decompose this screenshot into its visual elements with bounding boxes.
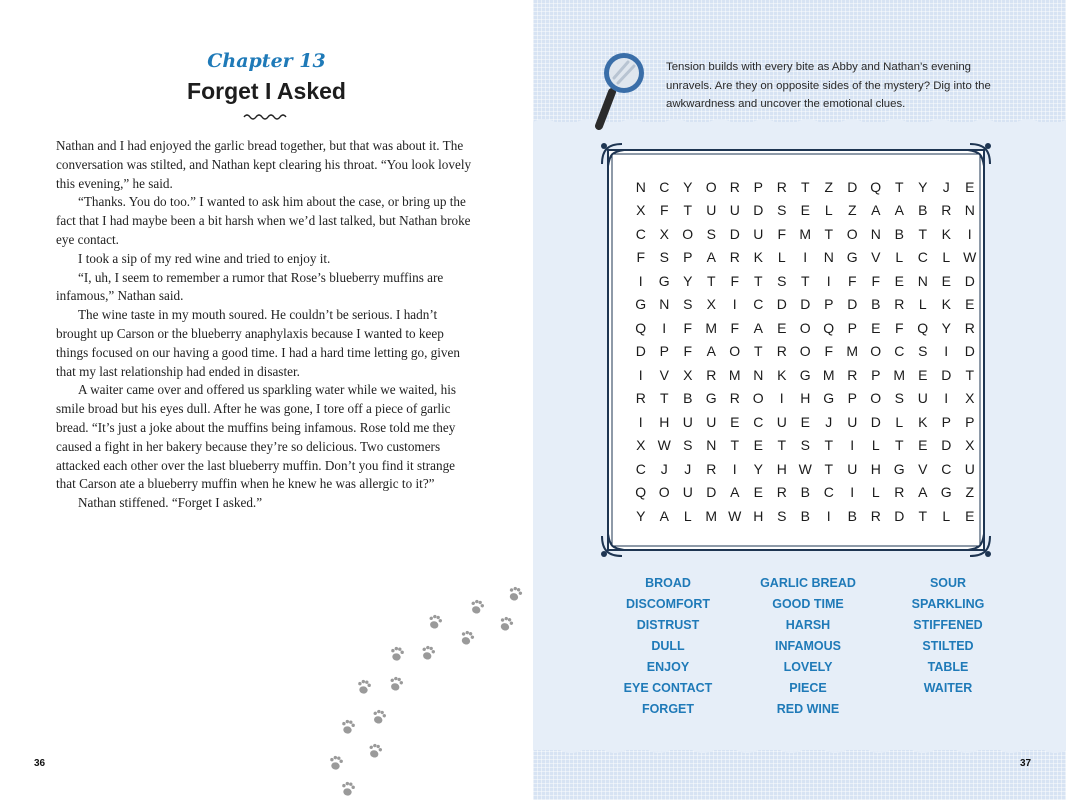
grid-letter: Y <box>753 460 763 477</box>
grid-letter: K <box>777 366 787 383</box>
grid-letter: E <box>965 178 975 195</box>
grid-letter: F <box>847 272 857 289</box>
grid-letter: A <box>918 484 928 501</box>
grid-letter: F <box>730 319 740 336</box>
grid-letter: H <box>800 390 811 407</box>
grid-letter: T <box>730 437 740 454</box>
grid-letter: M <box>893 366 906 383</box>
grid-letter: M <box>728 366 741 383</box>
grid-letter: N <box>823 249 834 266</box>
grid-letter: F <box>636 249 646 266</box>
grid-letter: U <box>847 413 858 430</box>
word-item: SOUR <box>929 576 967 590</box>
word-item: RED WINE <box>776 702 840 716</box>
grid-letter: U <box>682 484 693 501</box>
grid-letter: R <box>870 507 881 524</box>
grid-letter: D <box>941 366 952 383</box>
grid-letter: D <box>870 413 881 430</box>
word-item: TABLE <box>927 660 969 674</box>
grid-letter: A <box>871 202 881 219</box>
grid-letter: G <box>893 460 905 477</box>
grid-letter: C <box>635 225 646 242</box>
grid-letter: F <box>730 272 740 289</box>
grid-letter: C <box>894 343 905 360</box>
grid-letter: E <box>871 319 881 336</box>
grid-letter: E <box>918 366 928 383</box>
grid-letter: N <box>964 202 975 219</box>
grid-letter: D <box>635 343 646 360</box>
grid-letter: Q <box>870 178 882 195</box>
page-number-left: 36 <box>34 758 46 769</box>
grid-letter: F <box>659 202 669 219</box>
grid-letter: D <box>776 296 787 313</box>
grid-letter: M <box>705 319 718 336</box>
word-item: ENJOY <box>646 660 690 674</box>
grid-letter: D <box>753 202 764 219</box>
grid-letter: S <box>683 296 693 313</box>
grid-letter: W <box>728 507 742 524</box>
grid-letter: Z <box>824 178 834 195</box>
grid-letter: A <box>894 202 904 219</box>
grid-letter: G <box>635 296 647 313</box>
grid-letter: A <box>706 249 716 266</box>
story-paragraph: A waiter came over and offered us sparkling water while we waited, his smile broad but his eyes dull. After he was gone, I tore off a piece of garlic bread. “It’s just a joke about the muffins being infamous. Rose told me they caused a fight in her bakery because they’re so delicious. Two customers attacked each other over the last blueberry muffin. Don’t you find it strange that Carson ate a blueberry muffin when he knew he was allergic to it?” <box>56 382 457 492</box>
grid-letter: I <box>732 460 737 477</box>
grid-letter: E <box>800 413 810 430</box>
grid-letter: I <box>638 413 643 430</box>
grid-letter: O <box>682 225 694 242</box>
grid-letter: G <box>705 390 717 407</box>
grid-letter: P <box>683 249 693 266</box>
grid-letter: Y <box>636 507 646 524</box>
grid-letter: E <box>918 437 928 454</box>
grid-letter: X <box>636 437 646 454</box>
grid-letter: P <box>847 319 857 336</box>
grid-letter: O <box>658 484 670 501</box>
grid-letter: R <box>729 178 740 195</box>
grid-letter: Q <box>635 319 647 336</box>
grid-letter: D <box>941 437 952 454</box>
grid-letter: P <box>659 343 669 360</box>
grid-letter: K <box>941 225 951 242</box>
grid-letter: A <box>730 484 740 501</box>
grid-letter: N <box>870 225 881 242</box>
grid-letter: B <box>847 507 857 524</box>
word-item: STIFFENED <box>913 618 983 632</box>
grid-letter: Q <box>823 319 835 336</box>
word-item: LOVELY <box>783 660 833 674</box>
grid-letter: N <box>753 366 764 383</box>
grid-letter: I <box>662 319 667 336</box>
grid-letter: I <box>803 249 808 266</box>
story-paragraph: The wine taste in my mouth soured. He couldn’t be serious. I hadn’t brought up Carson or the blueberry anaphylaxis because I wanted to keep things focused on our having a good time. I had a hard time letting go, given that my last relationship had ended in disaster. <box>56 307 460 379</box>
grid-letter: U <box>682 413 693 430</box>
grid-letter: R <box>776 178 787 195</box>
grid-letter: U <box>917 390 928 407</box>
grid-letter: R <box>894 484 905 501</box>
grid-letter: M <box>822 366 835 383</box>
grid-letter: T <box>683 202 693 219</box>
grid-letter: Y <box>683 178 693 195</box>
grid-letter: T <box>824 225 834 242</box>
grid-letter: X <box>659 225 669 242</box>
grid-letter: N <box>635 178 646 195</box>
word-item: EYE CONTACT <box>623 681 713 695</box>
grid-letter: U <box>847 460 858 477</box>
grid-letter: V <box>918 460 928 477</box>
word-item: SPARKLING <box>911 597 985 611</box>
word-item: STILTED <box>922 639 974 653</box>
grid-letter: S <box>659 249 669 266</box>
grid-letter: P <box>847 390 857 407</box>
grid-letter: C <box>917 249 928 266</box>
grid-letter: D <box>894 507 905 524</box>
grid-letter: G <box>658 272 670 289</box>
grid-letter: U <box>964 460 975 477</box>
grid-letter: H <box>776 460 787 477</box>
grid-letter: I <box>850 484 855 501</box>
grid-letter: D <box>964 343 975 360</box>
grid-letter: S <box>918 343 928 360</box>
grid-letter: H <box>870 460 881 477</box>
grid-letter: I <box>779 390 784 407</box>
grid-letter: L <box>871 437 880 454</box>
story-paragraph: “Thanks. You do too.” I wanted to ask him about the case, or bring up the fact that I had maybe been a bit harsh when we’d last talked, but Nathan broke eye contact. <box>56 194 471 247</box>
word-search-grid <box>629 175 982 528</box>
grid-letter: X <box>965 437 975 454</box>
grid-letter: E <box>894 272 904 289</box>
grid-letter: G <box>823 390 835 407</box>
grid-letter: O <box>799 319 811 336</box>
story-paragraph: Nathan and I had enjoyed the garlic bread together, but that was about it. The conversation was stilted, and Nathan kept clearing his throat. “You look lovely this evening,” he said. <box>56 138 472 191</box>
grid-letter: E <box>965 296 975 313</box>
grid-letter: R <box>894 296 905 313</box>
grid-letter: R <box>964 319 975 336</box>
grid-letter: T <box>894 437 904 454</box>
grid-letter: L <box>942 507 951 524</box>
grid-letter: D <box>964 272 975 289</box>
word-item: FORGET <box>641 702 695 716</box>
grid-letter: N <box>917 272 928 289</box>
grid-letter: T <box>777 437 787 454</box>
grid-letter: J <box>660 460 668 477</box>
grid-letter: N <box>659 296 670 313</box>
grid-letter: I <box>638 366 643 383</box>
grid-letter: Q <box>917 319 929 336</box>
grid-letter: Q <box>635 484 647 501</box>
chapter-label: Chapter 13 <box>207 50 326 72</box>
grid-letter: I <box>826 272 831 289</box>
grid-letter: R <box>941 202 952 219</box>
grid-letter: T <box>753 343 763 360</box>
grid-letter: D <box>800 296 811 313</box>
grid-letter: A <box>659 507 669 524</box>
grid-letter: S <box>777 202 787 219</box>
grid-letter: U <box>776 413 787 430</box>
grid-letter: W <box>963 249 977 266</box>
grid-letter: F <box>683 319 693 336</box>
word-item: WAITER <box>923 681 973 695</box>
grid-letter: E <box>730 413 740 430</box>
grid-letter: P <box>753 178 763 195</box>
grid-letter: Y <box>941 319 951 336</box>
chapter-title: Forget I Asked <box>187 78 346 104</box>
grid-letter: L <box>942 249 951 266</box>
grid-letter: X <box>706 296 716 313</box>
grid-letter: E <box>965 507 975 524</box>
grid-letter: T <box>965 366 975 383</box>
grid-letter: R <box>776 343 787 360</box>
grid-letter: E <box>800 202 810 219</box>
grid-letter: T <box>824 437 834 454</box>
grid-letter: I <box>732 296 737 313</box>
grid-letter: U <box>706 413 717 430</box>
grid-letter: L <box>895 249 904 266</box>
grid-letter: L <box>895 413 904 430</box>
word-item: DISCOMFORT <box>625 597 711 611</box>
word-item: GOOD TIME <box>772 597 844 611</box>
grid-letter: I <box>944 343 949 360</box>
puzzle-intro-text: Tension builds with every bite as Abby and Nathan’s evening unravels. Are they on opposite sides of the mystery? Dig into the awkwardness and uncover the emotional clues. <box>666 61 991 110</box>
grid-letter: E <box>941 272 951 289</box>
paw-print-icon <box>300 580 533 800</box>
grid-letter: L <box>824 202 833 219</box>
grid-letter: R <box>847 366 858 383</box>
grid-letter: B <box>683 390 693 407</box>
word-item: HARSH <box>785 618 831 632</box>
grid-letter: B <box>800 507 810 524</box>
grid-letter: A <box>706 343 716 360</box>
grid-letter: R <box>776 484 787 501</box>
story-paragraph: “I, uh, I seem to remember a rumor that Rose’s blueberry muffins are infamous,” Nathan said. <box>56 269 444 304</box>
grid-letter: N <box>706 437 717 454</box>
grid-letter: R <box>729 249 740 266</box>
grid-letter: I <box>944 390 949 407</box>
grid-letter: G <box>940 484 952 501</box>
grid-letter: S <box>683 437 693 454</box>
grid-letter: C <box>823 484 834 501</box>
grid-letter: B <box>800 484 810 501</box>
grid-letter: C <box>941 460 952 477</box>
grid-letter: X <box>965 390 975 407</box>
grid-letter: P <box>965 413 975 430</box>
word-item: GARLIC BREAD <box>760 576 856 590</box>
grid-letter: F <box>777 225 787 242</box>
story-text <box>56 137 476 513</box>
grid-letter: P <box>941 413 951 430</box>
grid-letter: V <box>871 249 881 266</box>
grid-letter: C <box>753 296 764 313</box>
grid-letter: O <box>729 343 741 360</box>
grid-letter: L <box>918 296 927 313</box>
grid-letter: I <box>850 437 855 454</box>
grid-letter: H <box>753 507 764 524</box>
story-paragraph: I took a sip of my red wine and tried to enjoy it. <box>78 250 331 266</box>
grid-letter: H <box>659 413 670 430</box>
grid-letter: P <box>824 296 834 313</box>
grid-letter: Z <box>965 484 975 501</box>
grid-letter: L <box>871 484 880 501</box>
grid-letter: R <box>635 390 646 407</box>
grid-letter: C <box>753 413 764 430</box>
grid-letter: O <box>870 390 882 407</box>
grid-letter: T <box>894 178 904 195</box>
word-item: DULL <box>651 639 685 653</box>
grid-letter: X <box>683 366 693 383</box>
grid-letter: X <box>636 202 646 219</box>
word-item <box>878 702 1018 723</box>
grid-letter: K <box>753 249 763 266</box>
grid-letter: R <box>706 366 717 383</box>
grid-letter: F <box>683 343 693 360</box>
squiggle-divider-icon <box>243 113 287 121</box>
word-list <box>598 576 1018 723</box>
story-paragraph: Nathan stiffened. “Forget I asked.” <box>78 495 263 511</box>
grid-letter: T <box>706 272 716 289</box>
grid-letter: M <box>799 225 812 242</box>
grid-letter: S <box>800 437 810 454</box>
grid-letter: M <box>705 507 718 524</box>
grid-letter: J <box>684 460 692 477</box>
grid-letter: G <box>846 249 858 266</box>
grid-letter: O <box>752 390 764 407</box>
grid-letter: C <box>635 460 646 477</box>
grid-letter: W <box>798 460 812 477</box>
grid-letter: T <box>824 460 834 477</box>
grid-letter: F <box>824 343 834 360</box>
grid-letter: B <box>894 225 904 242</box>
grid-letter: F <box>871 272 881 289</box>
grid-letter: E <box>753 437 763 454</box>
grid-letter: I <box>826 507 831 524</box>
grid-letter: T <box>800 272 810 289</box>
grid-letter: Z <box>847 202 857 219</box>
grid-letter: B <box>871 296 881 313</box>
grid-letter: M <box>846 343 859 360</box>
grid-letter: D <box>847 296 858 313</box>
magnifying-glass-icon <box>592 48 652 134</box>
grid-letter: K <box>941 296 951 313</box>
grid-letter: J <box>825 413 833 430</box>
grid-letter: R <box>706 460 717 477</box>
grid-letter: T <box>800 178 810 195</box>
grid-letter: O <box>799 343 811 360</box>
grid-letter: P <box>871 366 881 383</box>
grid-letter: I <box>967 225 972 242</box>
grid-letter: S <box>894 390 904 407</box>
grid-letter: B <box>918 202 928 219</box>
grid-letter: D <box>847 178 858 195</box>
grid-letter: O <box>705 178 717 195</box>
grid-letter: E <box>753 484 763 501</box>
grid-letter: D <box>706 484 717 501</box>
grid-letter: V <box>659 366 669 383</box>
grid-letter: W <box>657 437 671 454</box>
grid-letter: C <box>659 178 670 195</box>
grid-letter: T <box>918 507 928 524</box>
grid-letter: G <box>799 366 811 383</box>
wave-border-bottom <box>533 744 1066 756</box>
grid-letter: Y <box>683 272 693 289</box>
grid-letter: U <box>706 202 717 219</box>
grid-letter: S <box>777 272 787 289</box>
grid-letter: J <box>942 178 950 195</box>
grid-letter: R <box>729 390 740 407</box>
grid-letter: O <box>870 343 882 360</box>
grid-letter: S <box>706 225 716 242</box>
grid-letter: L <box>683 507 692 524</box>
grid-letter: U <box>753 225 764 242</box>
grid-letter: T <box>753 272 763 289</box>
page-number-right: 37 <box>1020 758 1032 769</box>
grid-letter: A <box>753 319 763 336</box>
grid-letter: K <box>918 413 928 430</box>
grid-letter: E <box>777 319 787 336</box>
grid-letter: U <box>729 202 740 219</box>
grid-letter: T <box>659 390 669 407</box>
word-item: PIECE <box>789 681 827 695</box>
word-item: DISTRUST <box>636 618 700 632</box>
grid-letter: O <box>846 225 858 242</box>
grid-letter: I <box>638 272 643 289</box>
grid-letter: F <box>894 319 904 336</box>
grid-letter: Y <box>918 178 928 195</box>
grid-letter: D <box>729 225 740 242</box>
word-item: INFAMOUS <box>775 639 841 653</box>
grid-letter: S <box>777 507 787 524</box>
word-item: BROAD <box>645 576 691 590</box>
grid-letter: L <box>777 249 786 266</box>
grid-letter: T <box>918 225 928 242</box>
